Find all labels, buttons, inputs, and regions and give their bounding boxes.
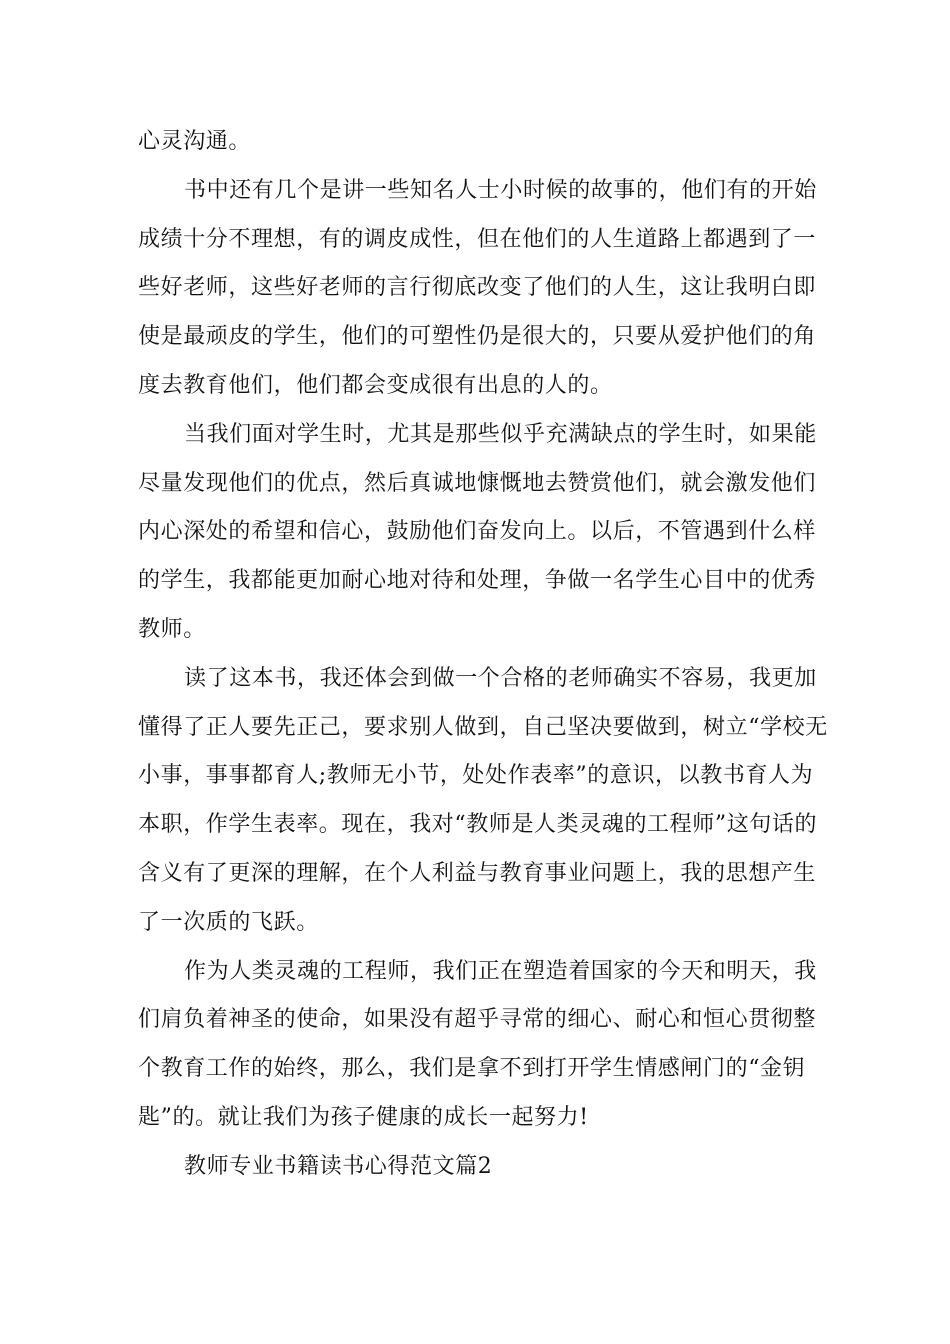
section-heading: 教师专业书籍读书心得范文篇2 <box>184 1153 493 1179</box>
paragraph-line: 懂得了正人要先正己，要求别人做到，自己坚决要做到，树立“学校无 <box>138 714 828 740</box>
paragraph-line: 些好老师，这些好老师的言行彻底改变了他们的人生，这让我明白即 <box>138 275 817 301</box>
document-body <box>138 118 828 1192</box>
paragraph-line: 们肩负着神圣的使命，如果没有超乎寻常的细心、耐心和恒心贯彻整 <box>138 1007 817 1033</box>
paragraph-line: 个教育工作的始终，那么，我们是拿不到打开学生情感闸门的“金钥 <box>138 1056 806 1082</box>
paragraph-line: 使是最顽皮的学生，他们的可塑性仍是很大的，只要从爱护他们的角 <box>138 324 817 350</box>
paragraph-line: 书中还有几个是讲一些知名人士小时候的故事的，他们有的开始 <box>184 177 817 203</box>
paragraph-line: 教师。 <box>138 616 206 642</box>
paragraph-line: 尽量发现他们的优点，然后真诚地慷慨地去赞赏他们，就会激发他们 <box>138 470 817 496</box>
paragraph-line: 作为人类灵魂的工程师，我们正在塑造着国家的今天和明天，我 <box>184 958 817 984</box>
paragraph-line: 成绩十分不理想，有的调皮成性，但在他们的人生道路上都遇到了一 <box>138 226 817 252</box>
paragraph-line: 小事，事事都育人;教师无小节，处处作表率”的意识，以教书育人为 <box>138 763 814 789</box>
paragraph-line: 了一次质的飞跃。 <box>138 909 319 935</box>
paragraph-line: 内心深处的希望和信心，鼓励他们奋发向上。以后，不管遇到什么样 <box>138 519 817 545</box>
paragraph-line: 的学生，我都能更加耐心地对待和处理，争做一名学生心目中的优秀 <box>138 568 817 594</box>
paragraph-line: 度去教育他们，他们都会变成很有出息的人的。 <box>138 372 613 398</box>
paragraph-line: 本职，作学生表率。现在，我对“教师是人类灵魂的工程师”这句话的 <box>138 812 818 838</box>
paragraph-line: 含义有了更深的理解，在个人利益与教育事业问题上，我的思想产生 <box>138 860 817 886</box>
paragraph-line: 读了这本书，我还体会到做一个合格的老师确实不容易，我更加 <box>184 665 817 691</box>
paragraph-line: 心灵沟通。 <box>138 129 252 154</box>
paragraph-line: 当我们面对学生时，尤其是那些似乎充满缺点的学生时，如果能 <box>184 421 817 447</box>
paragraph-line: 匙”的。就让我们为孩子健康的成长一起努力! <box>138 1104 589 1130</box>
